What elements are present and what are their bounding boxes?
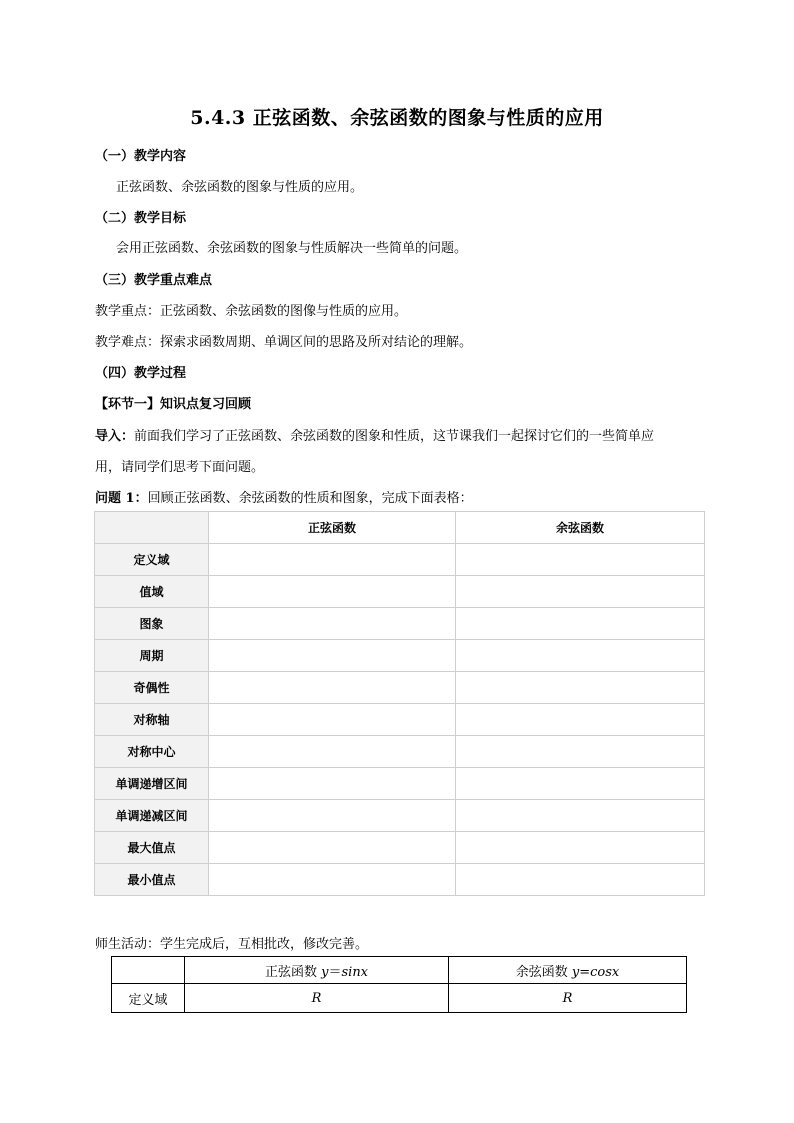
table-cell-cos[interactable]: [456, 864, 705, 896]
table-row: [95, 608, 705, 640]
key-point-label: 教学重点：: [95, 304, 161, 319]
answer-table-header-row: [112, 957, 687, 984]
page-title: 5.4.3 正弦函数、余弦函数的图象与性质的应用: [190, 107, 604, 129]
table-row-label: 奇偶性: [95, 672, 209, 704]
table-cell-cos[interactable]: [456, 672, 705, 704]
header-cos-formula: y=cosx: [571, 964, 620, 980]
answer-table-header-sin: [185, 957, 449, 984]
table-cell-sin[interactable]: [209, 672, 456, 704]
section-heading-process: （四）教学过程: [95, 366, 187, 381]
table-header-corner: [95, 512, 209, 544]
header-sin-fn: sinx: [341, 964, 369, 980]
table-row-label: 图象: [95, 608, 209, 640]
intro-text-1: 前面我们学习了正弦函数、余弦函数的图象和性质，这节课我们一起探讨它们的一些简单应: [134, 429, 655, 444]
difficulty-label: 教学难点：: [95, 335, 161, 350]
header-sin-prefix: 正弦函数: [264, 964, 322, 980]
section-heading-content: （一）教学内容: [95, 149, 187, 164]
key-point-line: [95, 300, 407, 319]
section-text-content: 正弦函数、余弦函数的图象与性质的应用。: [116, 180, 364, 195]
answer-row-cos: R: [449, 984, 687, 1013]
difficulty-line: [95, 331, 472, 350]
header-sin-var: y: [321, 964, 329, 980]
table-cell-cos[interactable]: [456, 608, 705, 640]
table-cell-cos[interactable]: [456, 704, 705, 736]
table-row: [95, 544, 705, 576]
table-cell-sin[interactable]: [209, 704, 456, 736]
table-cell-cos[interactable]: [456, 640, 705, 672]
intro-line-1: [95, 425, 654, 444]
table-cell-cos[interactable]: [456, 544, 705, 576]
answer-table-corner: [112, 957, 185, 984]
table-cell-sin[interactable]: [209, 832, 456, 864]
table-cell-cos[interactable]: [456, 576, 705, 608]
answer-table: [111, 956, 687, 1013]
key-point-text: 正弦函数、余弦函数的图像与性质的应用。: [160, 304, 408, 319]
table-row: [95, 672, 705, 704]
table-row: [95, 864, 705, 896]
table-cell-cos[interactable]: [456, 768, 705, 800]
question1-text: 回顾正弦函数、余弦函数的性质和图象，完成下面表格：: [147, 491, 473, 506]
table-header-row: [95, 512, 705, 544]
table-row-label: 单调递减区间: [95, 800, 209, 832]
table-cell-cos[interactable]: [456, 832, 705, 864]
table-cell-sin[interactable]: [209, 544, 456, 576]
section-text-objectives: 会用正弦函数、余弦函数的图象与性质解决一些简单的问题。: [116, 241, 468, 256]
table-row-label: 对称轴: [95, 704, 209, 736]
table-cell-sin[interactable]: [209, 608, 456, 640]
table-row-label: 对称中心: [95, 736, 209, 768]
header-sin-eq: ＝: [328, 964, 342, 980]
table-cell-sin[interactable]: [209, 576, 456, 608]
table-cell-sin[interactable]: [209, 864, 456, 896]
question1-line: [95, 487, 473, 506]
table-cell-sin[interactable]: [209, 640, 456, 672]
answer-row-label: 定义域: [112, 984, 185, 1013]
question1-label: 问题 1：: [95, 491, 148, 506]
answer-table-row: [112, 984, 687, 1013]
table-row: [95, 800, 705, 832]
table-header-sin: 正弦函数: [209, 512, 456, 544]
table-row-label: 周期: [95, 640, 209, 672]
table-cell-cos[interactable]: [456, 800, 705, 832]
table-row: [95, 576, 705, 608]
table-row-label: 最大值点: [95, 832, 209, 864]
table-row: [95, 704, 705, 736]
table-row-label: 单调递增区间: [95, 768, 209, 800]
table-row-label: 最小值点: [95, 864, 209, 896]
table-row: [95, 832, 705, 864]
table-row-label: 定义域: [95, 544, 209, 576]
difficulty-text: 探索求函数周期、单调区间的思路及所对结论的理解。: [160, 335, 473, 350]
table-cell-cos[interactable]: [456, 736, 705, 768]
table-cell-sin[interactable]: [209, 736, 456, 768]
answer-row-sin: R: [185, 984, 449, 1013]
table-row: [95, 640, 705, 672]
activity-text: 师生活动：学生完成后，互相批改，修改完善。: [95, 937, 369, 952]
header-cos-prefix: 余弦函数: [515, 964, 572, 980]
table-row: [95, 736, 705, 768]
section-heading-keypoints: （三）教学重点难点: [95, 273, 213, 288]
answer-table-header-cos: [449, 957, 687, 984]
intro-text-2: 用，请同学们思考下面问题。: [95, 460, 265, 475]
section-heading-objectives: （二）教学目标: [95, 211, 187, 226]
table-row-label: 值域: [95, 576, 209, 608]
step1-heading: 【环节一】知识点复习回顾: [95, 397, 252, 412]
intro-label: 导入：: [95, 429, 135, 444]
properties-table: [94, 511, 705, 896]
table-row: [95, 768, 705, 800]
table-cell-sin[interactable]: [209, 800, 456, 832]
table-header-cos: 余弦函数: [456, 512, 705, 544]
table-cell-sin[interactable]: [209, 768, 456, 800]
